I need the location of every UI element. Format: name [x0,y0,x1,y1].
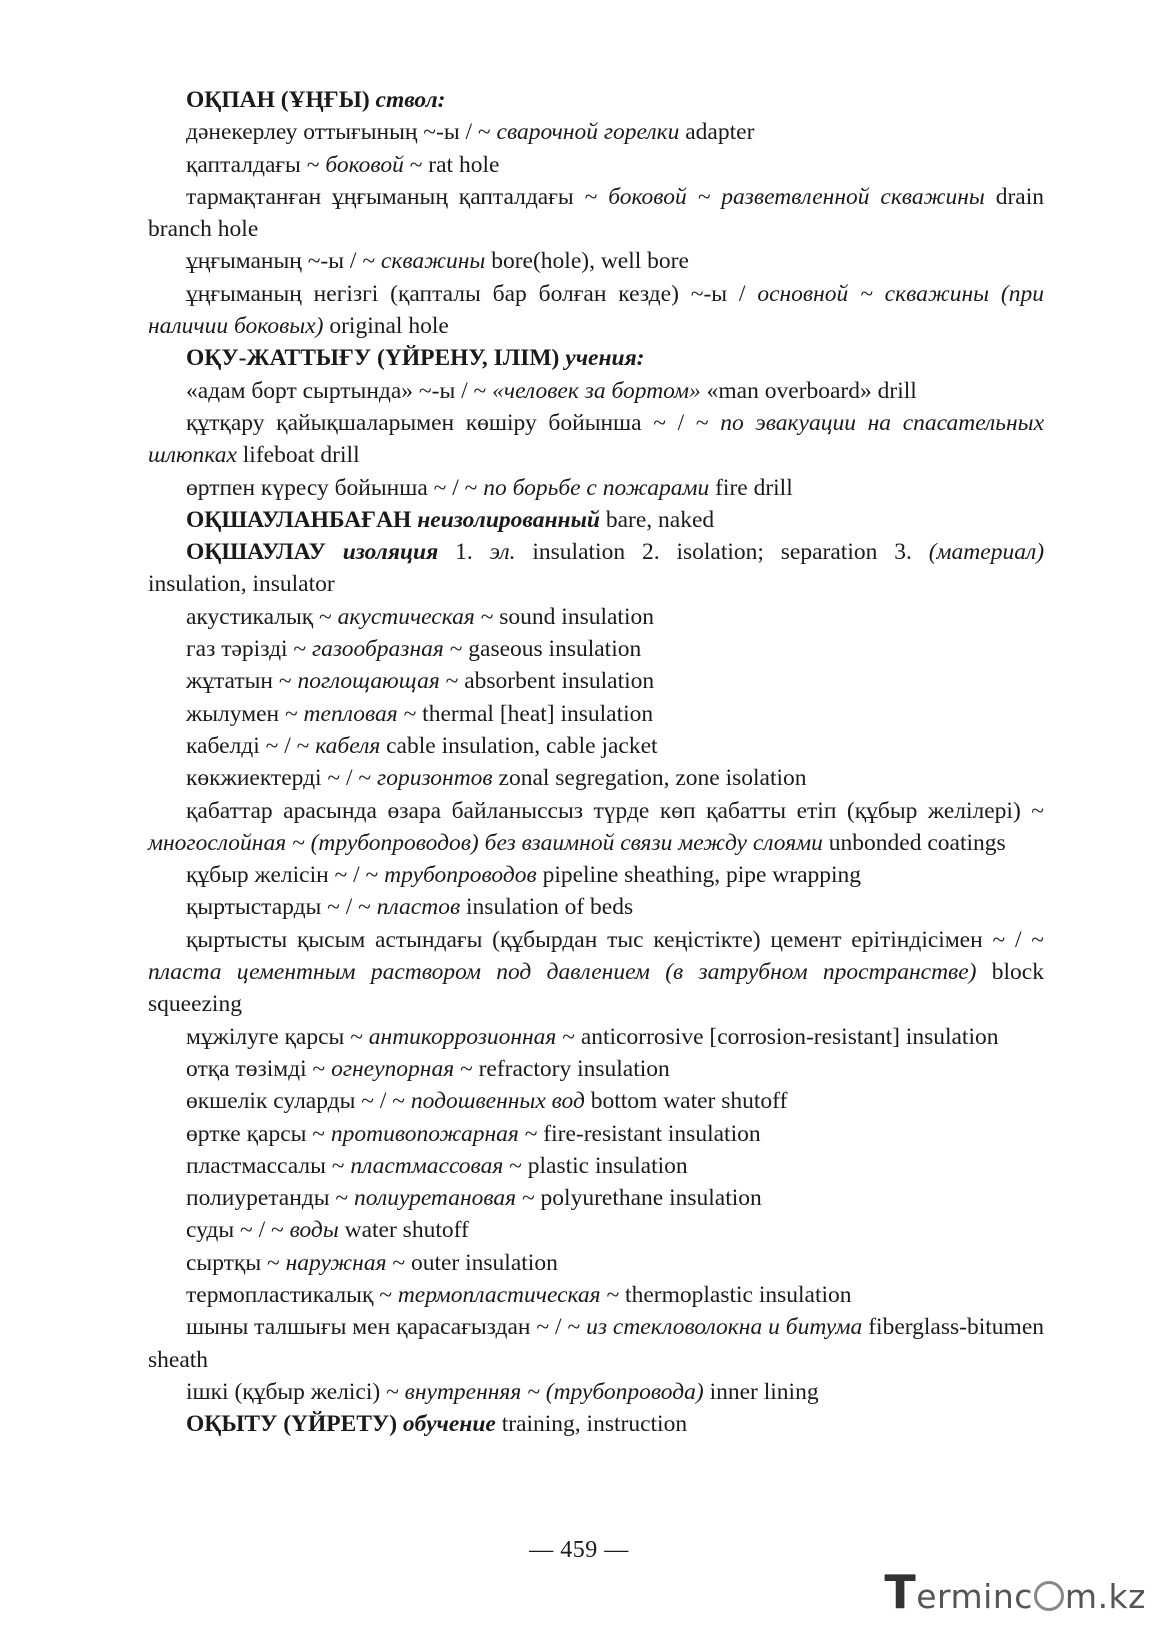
entry-segment: ~ sound insulation [474,603,654,630]
dictionary-entry [148,84,1044,116]
entry-segment: ствол: [375,87,446,113]
page-number: — 459 — [529,1537,629,1563]
dictionary-entry [148,407,1044,472]
entry-segment: полиуретановая [354,1185,517,1212]
entry-segment: акустическая [337,603,475,630]
entry-segment: fire drill [709,474,793,501]
entry-segment: акустикалық ~ [186,603,338,630]
entry-segment: көкжиектерді ~ / ~ [186,765,378,792]
entry-segment: қыртыстарды ~ / ~ [186,894,377,921]
dictionary-entry [148,375,1044,407]
entry-segment: дәнекерлеу оттығының ~-ы / ~ [186,119,497,146]
entry-segment: трубопроводов [384,862,537,889]
dictionary-entry [148,891,1044,923]
entry-segment: отқа төзімді ~ [186,1055,332,1082]
entry-segment: water shutoff [338,1217,469,1244]
entry-segment: сыртқы ~ [186,1249,286,1276]
entry-segment: обучение [402,1411,496,1438]
entry-segment: боковой ~ разветвленной скважины [608,183,985,210]
entry-segment: ~ anticorrosive [corrosion-resistant] insulation [556,1023,999,1050]
entry-segment: fiberglass-bitumen sheath [148,1314,1044,1373]
entry-segment: ~ thermal [heat] insulation [397,700,654,727]
entry-segment: ұңғыманың негізгі (қапталы бар болған кезде) ~-ы / [186,280,758,307]
entry-segment: қапталдағы ~ [186,151,326,178]
entry-segment: ОҚШАУЛАУ [186,539,343,566]
watermark-logo: Terminc m.kz [884,1565,1146,1619]
entry-segment: кабелді ~ / ~ [186,732,316,759]
entry-segment: пластов [376,894,461,921]
entry-segment: ~ fire-resistant insulation [518,1120,761,1147]
entry-segment: құтқару қайықшаларымен көшіру бойынша ~ / ~ [186,409,721,436]
entry-segment: өкшелік суларды ~ / ~ [186,1088,411,1115]
entry-segment: газ тәрізді ~ [186,636,313,663]
entry-segment: горизонтов [377,765,493,792]
entry-segment: training, instruction [495,1411,688,1438]
entry-segment: пласта цементным раствором под давлением (в затрубном пространстве) [148,959,977,986]
entry-segment: огнеупорная [331,1055,455,1082]
entry-segment: ОҚПАН (ҰҢҒЫ) [186,87,376,113]
entry-segment: ұңғыманың ~-ы / ~ [186,248,381,275]
dictionary-entry [148,730,1044,762]
entry-segment: ОҚЫТУ (ҮЙРЕТУ) [186,1411,403,1438]
entry-segment: block squeezing [148,959,1044,1018]
dictionary-entry [148,1247,1044,1279]
dictionary-entry [148,665,1044,697]
entry-segment: inner lining [703,1378,819,1405]
entry-segment: insulation, insulator [148,571,335,598]
entry-segment: (материал) [928,539,1045,566]
entry-segment: ОҚШАУЛАНБАҒАН [186,506,418,533]
entry-segment: термопластическая [397,1281,601,1308]
entry-segment: bore(hole), well bore [485,248,689,275]
entry-segment: ОҚУ-ЖАТТЫҒУ (ҮЙРЕНУ, ІЛІМ) [186,345,566,372]
entry-segment: cable insulation, cable jacket [380,732,658,759]
entry-segment: внутренняя ~ (трубопровода) [404,1378,704,1405]
entry-segment: pipeline sheathing, pipe wrapping [536,862,862,889]
dictionary-entry [148,1085,1044,1117]
entry-segment: по эвакуации на спасательных шлюпках [148,409,1044,469]
entry-segment: поглощающая [297,668,440,695]
entry-segment: из стекловолокна и битума [586,1314,863,1341]
dictionary-text [148,84,1044,1440]
entry-segment: drain branch hole [148,183,1044,243]
entry-segment: bare, naked [599,506,715,533]
dictionary-entry [148,472,1044,504]
entry-segment: многослойная ~ (трубопроводов) без взаимной связи между слоями [148,829,823,856]
entry-segment: «адам борт сыртында» ~-ы / ~ [186,377,493,404]
entry-segment: ~ gaseous insulation [443,636,642,663]
dictionary-entry [148,149,1044,181]
dictionary-entry [148,601,1044,633]
entry-segment: мұжілуге қарсы ~ [186,1023,369,1050]
entry-segment: тепловая [303,700,398,727]
entry-segment: original hole [323,313,449,340]
dictionary-entry [148,795,1044,860]
entry-segment: учения: [565,345,645,372]
dictionary-entry [148,1150,1044,1182]
entry-segment: боковой [325,151,404,178]
dictionary-entry [148,1182,1044,1214]
entry-segment: неизолированный [417,506,600,533]
dictionary-entry [148,762,1044,794]
entry-segment: пластмассалы ~ [186,1152,351,1179]
entry-segment: ~ thermoplastic insulation [600,1281,852,1308]
entry-segment: ~ outer insulation [386,1249,558,1276]
entry-segment: bottom water shutoff [584,1088,788,1115]
dictionary-entry [148,116,1044,148]
entry-segment: «человек за бортом» [492,377,701,404]
entry-segment: жылумен ~ [186,700,304,727]
entry-segment: тармақтанған ұңғыманың қапталдағы ~ [186,183,609,210]
entry-segment: по борьбе с пожарами [483,474,710,501]
dictionary-entry [148,504,1044,536]
dictionary-entry [148,1279,1044,1311]
dictionary-entry [148,245,1044,277]
entry-segment: воды [289,1217,339,1244]
entry-segment: шыны талшығы мен қарасағыздан ~ / ~ [186,1314,587,1341]
watermark-letter: T [884,1565,917,1619]
entry-segment: ішкі (құбыр желісі) ~ [186,1378,405,1405]
entry-segment: ~ plastic insulation [503,1152,688,1179]
entry-segment: құбыр желісін ~ / ~ [186,862,385,889]
dictionary-entry [148,1214,1044,1246]
entry-segment: ~ refractory insulation [454,1055,670,1082]
dictionary-entry [148,1053,1044,1085]
entry-segment: кабеля [315,732,381,759]
entry-segment: insulation of beds [460,894,634,921]
entry-segment: пластмассовая [350,1152,504,1179]
entry-segment: изоляция [342,539,439,566]
entry-segment: unbonded coatings [822,829,1006,856]
entry-segment: «man overboard» drill [700,377,917,404]
entry-segment: полиуретанды ~ [186,1185,355,1212]
entry-segment: zonal segregation, zone isolation [492,765,807,792]
entry-segment: insulation 2. isolation; separation 3. [515,539,929,566]
dictionary-entry [148,924,1044,1021]
entry-segment: adapter [679,119,755,146]
entry-segment: өртке қарсы ~ [186,1120,331,1147]
dictionary-entry [148,698,1044,730]
entry-segment: ~ absorbent insulation [439,668,655,695]
entry-segment: сварочной горелки [496,119,680,146]
entry-segment: газообразная [312,636,444,663]
entry-segment: антикоррозионная [368,1023,557,1050]
entry-segment: 1. [438,539,490,566]
entry-segment: наружная [285,1249,387,1276]
dictionary-entry [148,342,1044,374]
dictionary-entry [148,1118,1044,1150]
dictionary-entry [148,859,1044,891]
entry-segment: қыртысты қысым астындағы (құбырдан тыс кеңістікте) цемент ерітіндісімен ~ / ~ [186,926,1044,953]
entry-segment: скважины [380,248,486,275]
dictionary-entry [148,181,1044,246]
entry-segment: жұтатын ~ [186,668,298,695]
entry-segment: қабаттар арасында өзара байланыссыз түрде көп қабатты етіп (құбыр желілері) ~ [186,797,1044,824]
entry-segment: подошвенных вод [410,1088,585,1115]
entry-segment: ~ rat hole [403,151,500,178]
entry-segment: ~ polyurethane insulation [516,1185,762,1212]
dictionary-entry [148,1408,1044,1440]
entry-segment: lifeboat drill [236,442,360,469]
dictionary-entry [148,536,1044,601]
dictionary-entry [148,1021,1044,1053]
entry-segment: основной ~ скважины (при наличии боковых) [148,280,1044,340]
dictionary-entry [148,633,1044,665]
dictionary-entry [148,1311,1044,1376]
entry-segment: өртпен күресу бойынша ~ / ~ [186,474,484,501]
dictionary-entry [148,1376,1044,1408]
entry-segment: суды ~ / ~ [186,1217,290,1244]
entry-segment: термопластикалық ~ [186,1281,398,1308]
dictionary-entry [148,278,1044,343]
entry-segment: противопожарная [330,1120,519,1147]
entry-segment: эл. [489,539,516,566]
watermark-ring-icon [1034,1581,1064,1611]
